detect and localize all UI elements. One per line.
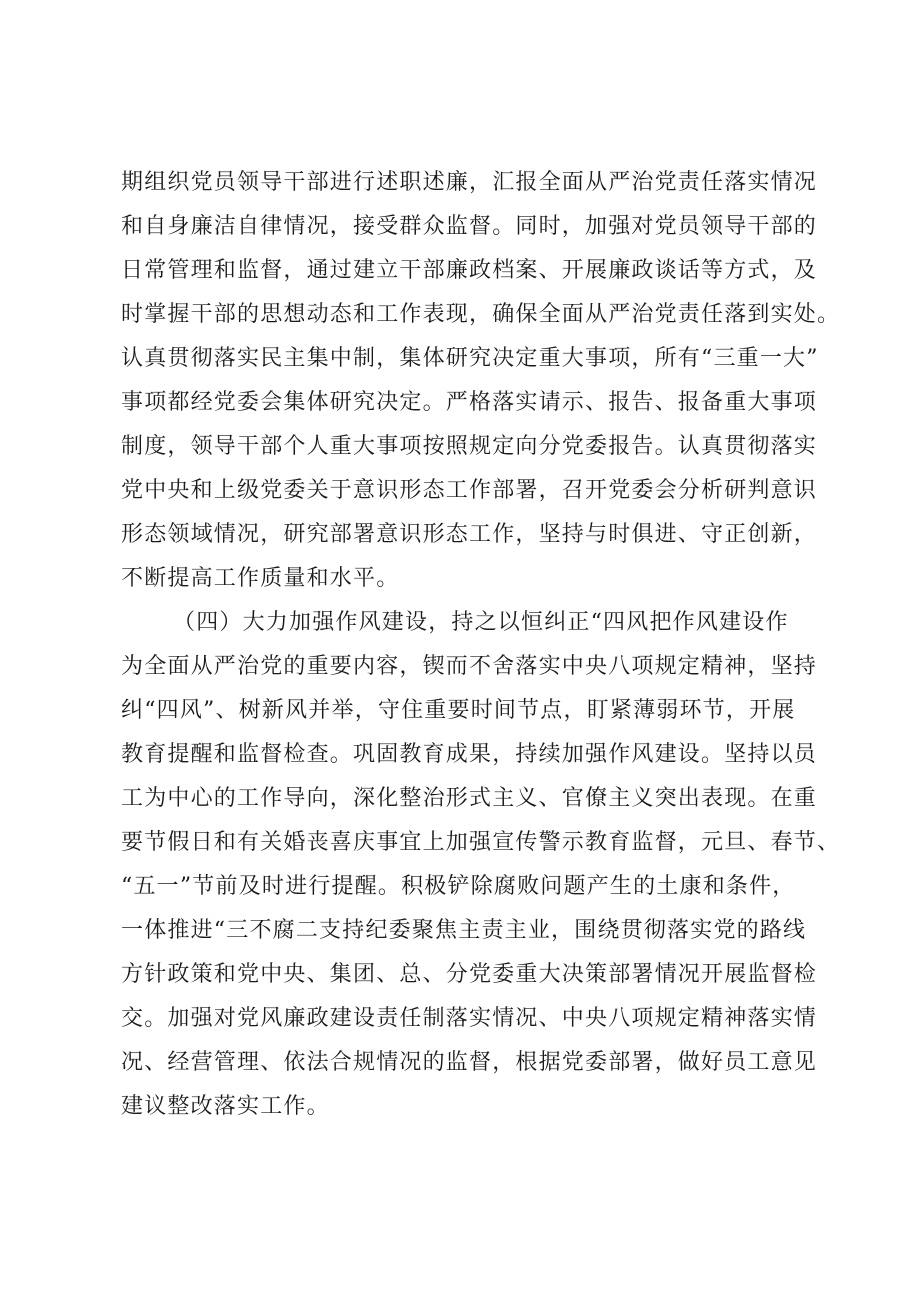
text-line: 要节假日和有关婚丧喜庆事宜上加强宣传警示教育监督，元旦、春节、: [121, 830, 841, 855]
text-line: 不断提高工作质量和水平。: [121, 566, 400, 591]
text-line: 方针政策和党中央、集团、总、分党委重大决策部署情况开展监督检: [121, 962, 818, 987]
text-line: 形态领域情况，研究部署意识形态工作，坚持与时俱进、守正创新，: [121, 522, 818, 547]
text-line: 期组织党员领导干部进行述职述廉，汇报全面从严治党责任落实情况: [121, 170, 818, 195]
text-line: 日常管理和监督，通过建立干部廉政档案、开展廉政谈话等方式，及: [121, 258, 818, 283]
text-line: 纠“四风”、树新风并举，守住重要时间节点，盯紧薄弱环节，开展: [121, 698, 796, 723]
text-line: 况、经营管理、依法合规情况的监督，根据党委部署，做好员工意见: [121, 1050, 818, 1075]
text-line: 和自身廉洁自律情况，接受群众监督。同时，加强对党员领导干部的: [121, 214, 818, 239]
section-heading-line: （四）大力加强作风建设，持之以恒纠正“四风把作风建设作: [173, 610, 789, 635]
text-line: 工为中心的工作导向，深化整治形式主义、官僚主义突出表现。在重: [121, 786, 818, 811]
body-text: [121, 161, 841, 1129]
text-line: 一体推进“三不腐二支持纪委聚焦主责主业，围绕贯彻落实党的路线: [121, 918, 807, 943]
text-line: 认真贯彻落实民主集中制，集体研究决定重大事项，所有“三重一大”: [121, 346, 819, 371]
text-line: 交。加强对党风廉政建设责任制落实情况、中央八项规定精神落实情: [121, 1006, 818, 1031]
text-line: “五一”节前及时进行提醒。积极铲除腐败问题产生的土康和条件，: [121, 874, 796, 899]
text-line: 为全面从严治党的重要内容，锲而不舍落实中央八项规定精神，坚持: [121, 654, 818, 679]
text-line: 事项都经党委会集体研究决定。严格落实请示、报告、报备重大事项: [121, 390, 818, 415]
text-line: 建议整改落实工作。: [121, 1094, 330, 1119]
text-line: 党中央和上级党委关于意识形态工作部署，召开党委会分析研判意识: [121, 478, 818, 503]
text-line: 教育提醒和监督检查。巩固教育成果，持续加强作风建设。坚持以员: [121, 742, 818, 767]
text-line: 制度，领导干部个人重大事项按照规定向分党委报告。认真贯彻落实: [121, 434, 818, 459]
text-line: 时掌握干部的思想动态和工作表现，确保全面从严治党责任落到实处。: [121, 302, 841, 327]
